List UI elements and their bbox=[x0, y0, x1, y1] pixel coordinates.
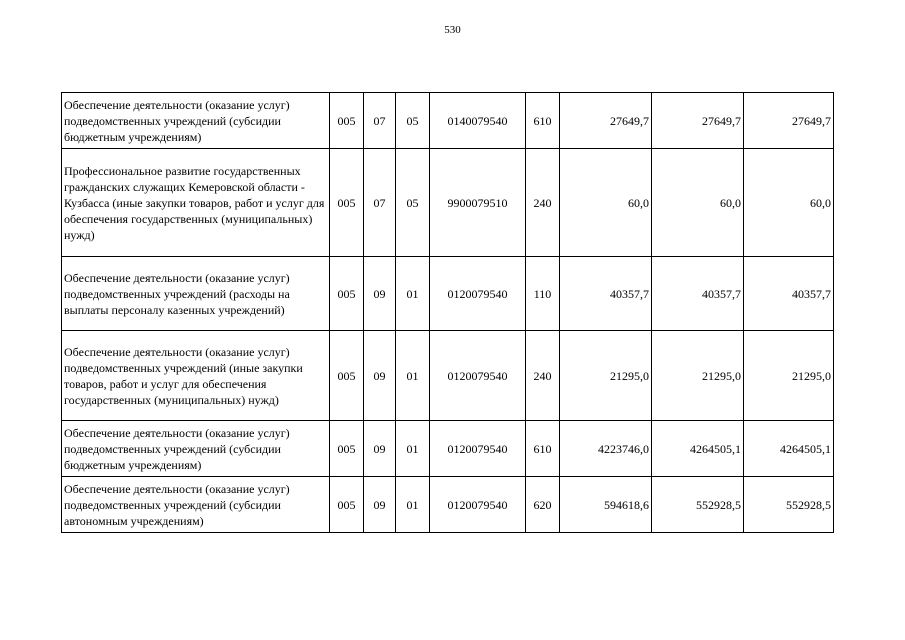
section-code: 09 bbox=[364, 331, 396, 421]
expense-type-code: 240 bbox=[526, 331, 560, 421]
amount-1: 60,0 bbox=[560, 149, 652, 257]
table-row bbox=[62, 93, 834, 149]
row-name: Профессиональное развитие государственных гражданских служащих Кемеровской области - Кузбасса (иные закупки товаров, работ и услуг для обеспечения государственных (муниципальных) нужд) bbox=[62, 149, 330, 257]
table-row bbox=[62, 477, 834, 533]
amount-1: 4223746,0 bbox=[560, 421, 652, 477]
amount-3: 60,0 bbox=[744, 149, 834, 257]
row-name: Обеспечение деятельности (оказание услуг) подведомственных учреждений (иные закупки товаров, работ и услуг для обеспечения государственных (муниципальных) нужд) bbox=[62, 331, 330, 421]
amount-1: 27649,7 bbox=[560, 93, 652, 149]
table-row bbox=[62, 257, 834, 331]
table-row bbox=[62, 149, 834, 257]
amount-3: 552928,5 bbox=[744, 477, 834, 533]
row-name: Обеспечение деятельности (оказание услуг) подведомственных учреждений (субсидии бюджетным учреждениям) bbox=[62, 421, 330, 477]
amount-2: 4264505,1 bbox=[652, 421, 744, 477]
amount-2: 60,0 bbox=[652, 149, 744, 257]
expense-type-code: 620 bbox=[526, 477, 560, 533]
target-article-code: 0120079540 bbox=[430, 477, 526, 533]
amount-1: 21295,0 bbox=[560, 331, 652, 421]
ministry-code: 005 bbox=[330, 149, 364, 257]
amount-3: 40357,7 bbox=[744, 257, 834, 331]
section-code: 09 bbox=[364, 421, 396, 477]
section-code: 07 bbox=[364, 93, 396, 149]
amount-3: 27649,7 bbox=[744, 93, 834, 149]
section-code: 09 bbox=[364, 257, 396, 331]
amount-3: 21295,0 bbox=[744, 331, 834, 421]
amount-2: 40357,7 bbox=[652, 257, 744, 331]
row-name: Обеспечение деятельности (оказание услуг) подведомственных учреждений (субсидии бюджетным учреждениям) bbox=[62, 93, 330, 149]
amount-2: 21295,0 bbox=[652, 331, 744, 421]
page-number: 530 bbox=[444, 24, 461, 36]
subsection-code: 01 bbox=[396, 421, 430, 477]
table-row bbox=[62, 421, 834, 477]
ministry-code: 005 bbox=[330, 421, 364, 477]
expense-type-code: 110 bbox=[526, 257, 560, 331]
subsection-code: 01 bbox=[396, 331, 430, 421]
target-article-code: 0120079540 bbox=[430, 257, 526, 331]
target-article-code: 0120079540 bbox=[430, 421, 526, 477]
ministry-code: 005 bbox=[330, 477, 364, 533]
section-code: 07 bbox=[364, 149, 396, 257]
ministry-code: 005 bbox=[330, 331, 364, 421]
subsection-code: 01 bbox=[396, 477, 430, 533]
amount-1: 594618,6 bbox=[560, 477, 652, 533]
budget-table bbox=[61, 92, 834, 533]
row-name: Обеспечение деятельности (оказание услуг) подведомственных учреждений (субсидии автономным учреждениям) bbox=[62, 477, 330, 533]
expense-type-code: 240 bbox=[526, 149, 560, 257]
subsection-code: 01 bbox=[396, 257, 430, 331]
ministry-code: 005 bbox=[330, 93, 364, 149]
amount-3: 4264505,1 bbox=[744, 421, 834, 477]
amount-1: 40357,7 bbox=[560, 257, 652, 331]
target-article-code: 9900079510 bbox=[430, 149, 526, 257]
table-row bbox=[62, 331, 834, 421]
row-name: Обеспечение деятельности (оказание услуг) подведомственных учреждений (расходы на выплаты персоналу казенных учреждений) bbox=[62, 257, 330, 331]
amount-2: 27649,7 bbox=[652, 93, 744, 149]
target-article-code: 0120079540 bbox=[430, 331, 526, 421]
expense-type-code: 610 bbox=[526, 93, 560, 149]
expense-type-code: 610 bbox=[526, 421, 560, 477]
target-article-code: 0140079540 bbox=[430, 93, 526, 149]
ministry-code: 005 bbox=[330, 257, 364, 331]
subsection-code: 05 bbox=[396, 93, 430, 149]
section-code: 09 bbox=[364, 477, 396, 533]
amount-2: 552928,5 bbox=[652, 477, 744, 533]
subsection-code: 05 bbox=[396, 149, 430, 257]
